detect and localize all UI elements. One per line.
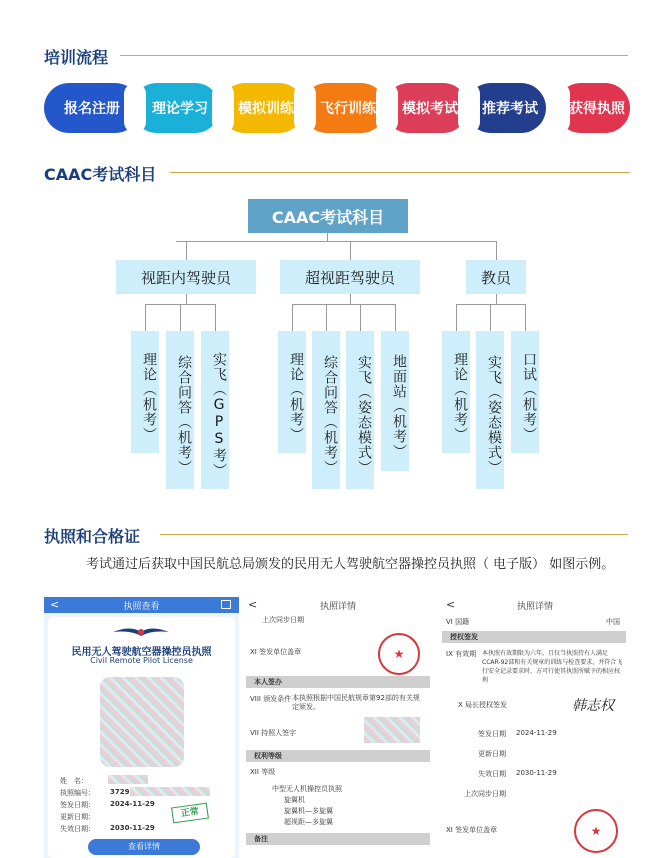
subjects-section-title: CAAC考试科目 <box>44 165 157 184</box>
redacted-signature <box>364 717 420 743</box>
license-section-rule <box>160 534 628 535</box>
tree-leaf: 实飞（姿态模式） <box>476 331 504 489</box>
tree-connector <box>350 294 351 304</box>
header-title: 执照查看 <box>123 601 160 612</box>
official-seal: ★ <box>378 633 420 675</box>
flow-step-label: 飞行训练 <box>320 101 376 117</box>
tree-connector <box>360 304 361 331</box>
flow-step-label: 报名注册 <box>64 101 120 117</box>
license-card-header <box>44 597 239 613</box>
back-icon[interactable]: < <box>446 598 456 611</box>
number-label: 执照编号： <box>60 789 95 797</box>
tree-leaf: 理论（机考） <box>442 331 470 453</box>
flow-step-3 <box>220 83 304 133</box>
tree-leaf: 理论（机考） <box>131 331 159 453</box>
header-title: 执照详情 <box>319 601 356 612</box>
name-label: 姓 名： <box>60 777 88 785</box>
level-label: XII 等级 <box>250 768 276 776</box>
holder-sign-label: VII 持照人签字 <box>250 729 297 737</box>
tree-connector <box>180 304 181 331</box>
sync-label: 上次同步日期 <box>464 790 506 798</box>
issuer-seal-label: XI 签发单位盖章 <box>446 826 498 834</box>
issue-label: 签发日期 <box>478 730 506 738</box>
issuer-seal-label: XI 签发单位盖章 <box>250 648 302 656</box>
tree-leaf: 综合问答（机考） <box>312 331 340 489</box>
tree-connector <box>176 241 497 242</box>
tree-connector <box>215 304 216 331</box>
tree-connector <box>456 304 457 331</box>
flow-step-2 <box>132 83 220 133</box>
flow-step-label: 模拟训练 <box>238 101 294 117</box>
license-card-screenshot <box>44 597 239 858</box>
subjects-section-rule <box>170 172 630 173</box>
tree-root: CAAC考试科目 <box>248 199 408 233</box>
expire-label: 失效日期： <box>60 825 95 833</box>
auth-bar: 授权签发 <box>442 631 626 643</box>
details-header <box>242 597 434 613</box>
qr-icon[interactable] <box>221 600 231 609</box>
valid-label: IX 有效期 <box>446 650 477 658</box>
flow-step-5 <box>384 83 468 133</box>
issue-value: 2024-11-29 <box>516 729 557 737</box>
flow-step-4 <box>302 83 386 133</box>
director-signature: 韩志权 <box>572 698 614 714</box>
license-paragraph: 考试通过后获取中国民航总局颁发的民用无人驾驶航空器操控员执照（ 电子版） 如图示例。 <box>86 557 615 572</box>
tree-leaf: 理论（机考） <box>278 331 306 453</box>
tree-connector <box>326 304 327 331</box>
redacted-number <box>130 787 210 796</box>
rating-item: 旋翼机—多旋翼 <box>284 807 333 815</box>
redacted-photo <box>100 677 184 767</box>
tree-leaf: 综合问答（机考） <box>166 331 194 489</box>
update-label: 更新日期： <box>60 813 95 821</box>
tree-connector <box>496 294 497 304</box>
rating-item: 中型无人机操控员执照 <box>272 785 342 793</box>
remarks-bar: 备注 <box>246 833 430 845</box>
caac-wings-icon <box>111 625 171 639</box>
expire-label: 失效日期 <box>478 770 506 778</box>
issue-label: 签发日期： <box>60 801 95 809</box>
details-header <box>440 597 630 613</box>
status-badge: 正常 <box>171 803 209 824</box>
issue-value: 2024-11-29 <box>110 800 155 808</box>
flow-section-rule <box>120 55 628 56</box>
tree-connector <box>525 304 526 331</box>
condition-text: 本执照根据中国民航规章第92部的有关规定颁发。 <box>292 694 420 711</box>
tree-leaf: 实飞（GPS考） <box>201 331 229 489</box>
tree-leaf: 地面站（机考） <box>381 331 409 471</box>
last-sync-label: 上次同步日期 <box>262 616 304 624</box>
view-details-button[interactable]: 查看详情 <box>88 839 200 855</box>
tree-leaf: 口试（机考） <box>511 331 539 453</box>
tree-connector <box>292 304 396 305</box>
header-title: 执照详情 <box>516 601 553 612</box>
sign-label: X 局长授权签发 <box>458 701 508 709</box>
tree-leaf: 实飞（姿态模式） <box>346 331 374 489</box>
tree-connector <box>186 294 187 304</box>
update-label: 更新日期 <box>478 750 506 758</box>
license-title-en: Civil Remote Pilot License <box>90 656 193 665</box>
flow-step-6 <box>466 83 546 133</box>
flow-section-title: 培训流程 <box>44 48 109 67</box>
tree-connector <box>292 304 293 331</box>
flow-step-label: 推荐考试 <box>482 101 538 117</box>
license-section-title: 执照和合格证 <box>44 527 141 546</box>
license-details-screenshot-1 <box>242 597 434 858</box>
tree-group-1: 视距内驾驶员 <box>116 260 256 294</box>
flow-step-notch <box>124 83 146 133</box>
flow-step-label: 模拟考试 <box>402 101 458 117</box>
license-details-screenshot-2 <box>440 597 630 858</box>
valid-text: 本执照有效期限为六年。且仅当执照持有人满足CCAR-92部和有关规章的训练与检查要求，并符合飞行安全记录要求时，方可行使其执照所赋予的相应权利 <box>482 650 623 684</box>
license-card <box>48 617 235 858</box>
condition-label: VIII 颁发条件 <box>250 695 292 703</box>
nation-label: VI 国籍 <box>446 618 470 626</box>
back-icon[interactable]: < <box>248 598 258 611</box>
tree-group-2: 超视距驾驶员 <box>280 260 420 294</box>
tree-connector <box>395 304 396 331</box>
nation-value: 中国 <box>606 618 620 626</box>
self-sign-bar: 本人签办 <box>246 676 430 688</box>
tree-connector <box>350 241 351 260</box>
tree-group-3: 教员 <box>466 260 526 294</box>
back-icon[interactable]: < <box>50 598 60 611</box>
flow-step-label: 获得执照 <box>569 101 625 117</box>
flow-step-7 <box>556 83 630 133</box>
rating-item: 旋翼机 <box>284 796 305 804</box>
expire-value: 2030-11-29 <box>110 824 155 832</box>
tree-connector <box>496 241 497 260</box>
flow-step-label: 理论学习 <box>152 101 208 117</box>
tree-connector <box>490 304 491 331</box>
redacted-name <box>108 775 148 784</box>
rating-item: 超视距—多旋翼 <box>284 818 333 826</box>
tree-connector <box>186 241 187 260</box>
expire-value: 2030-11-29 <box>516 769 557 777</box>
rating-bar: 权利等级 <box>246 750 430 762</box>
number-value: 3729 <box>110 788 130 796</box>
tree-connector <box>456 304 526 305</box>
license-title-cn: 民用无人驾驶航空器操控员执照 <box>71 647 212 658</box>
official-seal: ★ <box>574 809 618 853</box>
tree-connector <box>145 304 146 331</box>
